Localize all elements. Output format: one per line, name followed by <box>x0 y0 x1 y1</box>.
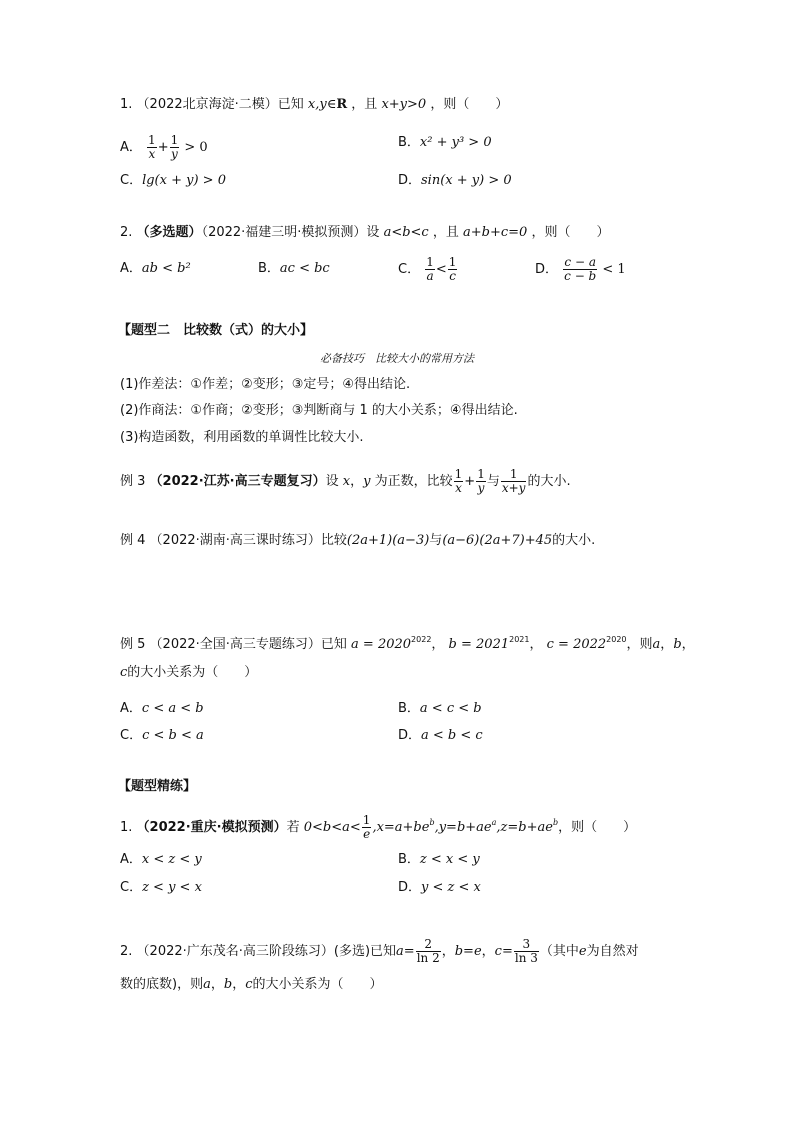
p1-option-b: B．z < x < y <box>398 852 480 867</box>
p1-option-a: A．x < z < y <box>120 852 202 867</box>
section-tip: 必备技巧 比较大小的常用方法 <box>320 352 474 365</box>
q2-option-c: C． $\frac{1}{a}$ < $\frac{1}{c}$ <box>398 255 457 283</box>
q2-option-d: D． $\frac{c - a}{c - b}$ < 1 <box>535 255 626 283</box>
method-1: (1)作差法：①作差；②变形；③定号；④得出结论. <box>120 377 411 392</box>
practice-1: 1. （2022·重庆·模拟预测）若 0<b<a< $\frac{1}{e}$ $,x=a+be^b,y=b+ae^a,z=b+ae^b$，则（ ） <box>120 813 637 841</box>
practice-title: 【题型精练】 <box>118 779 197 794</box>
p1-option-c: C．z < y < x <box>120 880 202 895</box>
q1-option-c: C．lg(x + y) > 0 <box>120 173 226 188</box>
section-title: 【题型二 比较数（式）的大小】 <box>118 323 314 338</box>
p1-option-d: D．y < z < x <box>398 880 481 895</box>
example-5-line1: 例 5 （2022·全国·高三专题练习）已知 $a = 2020^{2022}$， $b = 2021^{2021}$， $c = 2022^{2020}$，则a，b， <box>120 635 695 652</box>
q2-option-a: A．ab < b² <box>120 261 191 276</box>
method-2: (2)作商法：①作商；②变形；③判断商与 1 的大小关系；④得出结论. <box>120 403 518 418</box>
practice-2-line1: 2. （2022·广东茂名·高三阶段练习）(多选)已知a= $\frac{2}{\ln 2}$ ，b=e，c= $\frac{3}{\ln 3}$ （其中e为自然对 <box>120 937 639 965</box>
q2-stem: 2. （多选题）（2022·福建三明·模拟预测）设 a<b<c ，且 a+b+c=0 ，则（ ） <box>120 225 610 240</box>
example-5-line2: c的大小关系为（ ） <box>120 665 258 680</box>
ex5-option-a: A．c < a < b <box>120 701 204 716</box>
example-3: 例 3 （2022·江苏·高三专题复习）设 x，y 为正数，比较 $\frac{1}{x}$ + $\frac{1}{y}$ 与 $\frac{1}{x+y}$ 的大小. <box>120 467 571 495</box>
ex5-option-c: C．c < b < a <box>120 728 204 743</box>
method-3: (3)构造函数，利用函数的单调性比较大小. <box>120 430 364 445</box>
q2-option-b: B．ac < bc <box>258 261 330 276</box>
ex5-option-d: D．a < b < c <box>398 728 483 743</box>
practice-2-line2: 数的底数)，则a，b，c的大小关系为（ ） <box>120 977 383 992</box>
q1-option-d: D．sin(x + y) > 0 <box>398 173 512 188</box>
example-4: 例 4 （2022·湖南·高三课时练习）比较(2a+1)(a−3)与(a−6)(2a+7)+45的大小. <box>120 533 596 548</box>
ex5-option-b: B．a < c < b <box>398 701 482 716</box>
q1-option-a: A． $\frac{1}{x}$ + $\frac{1}{y}$ > 0 <box>120 133 208 161</box>
q1-option-b: B．x² + y³ > 0 <box>398 135 492 150</box>
q1-stem: 1. （2022北京海淀·二模）已知 x,y∈R ，且 x+y>0 ，则（ ） <box>120 97 509 112</box>
